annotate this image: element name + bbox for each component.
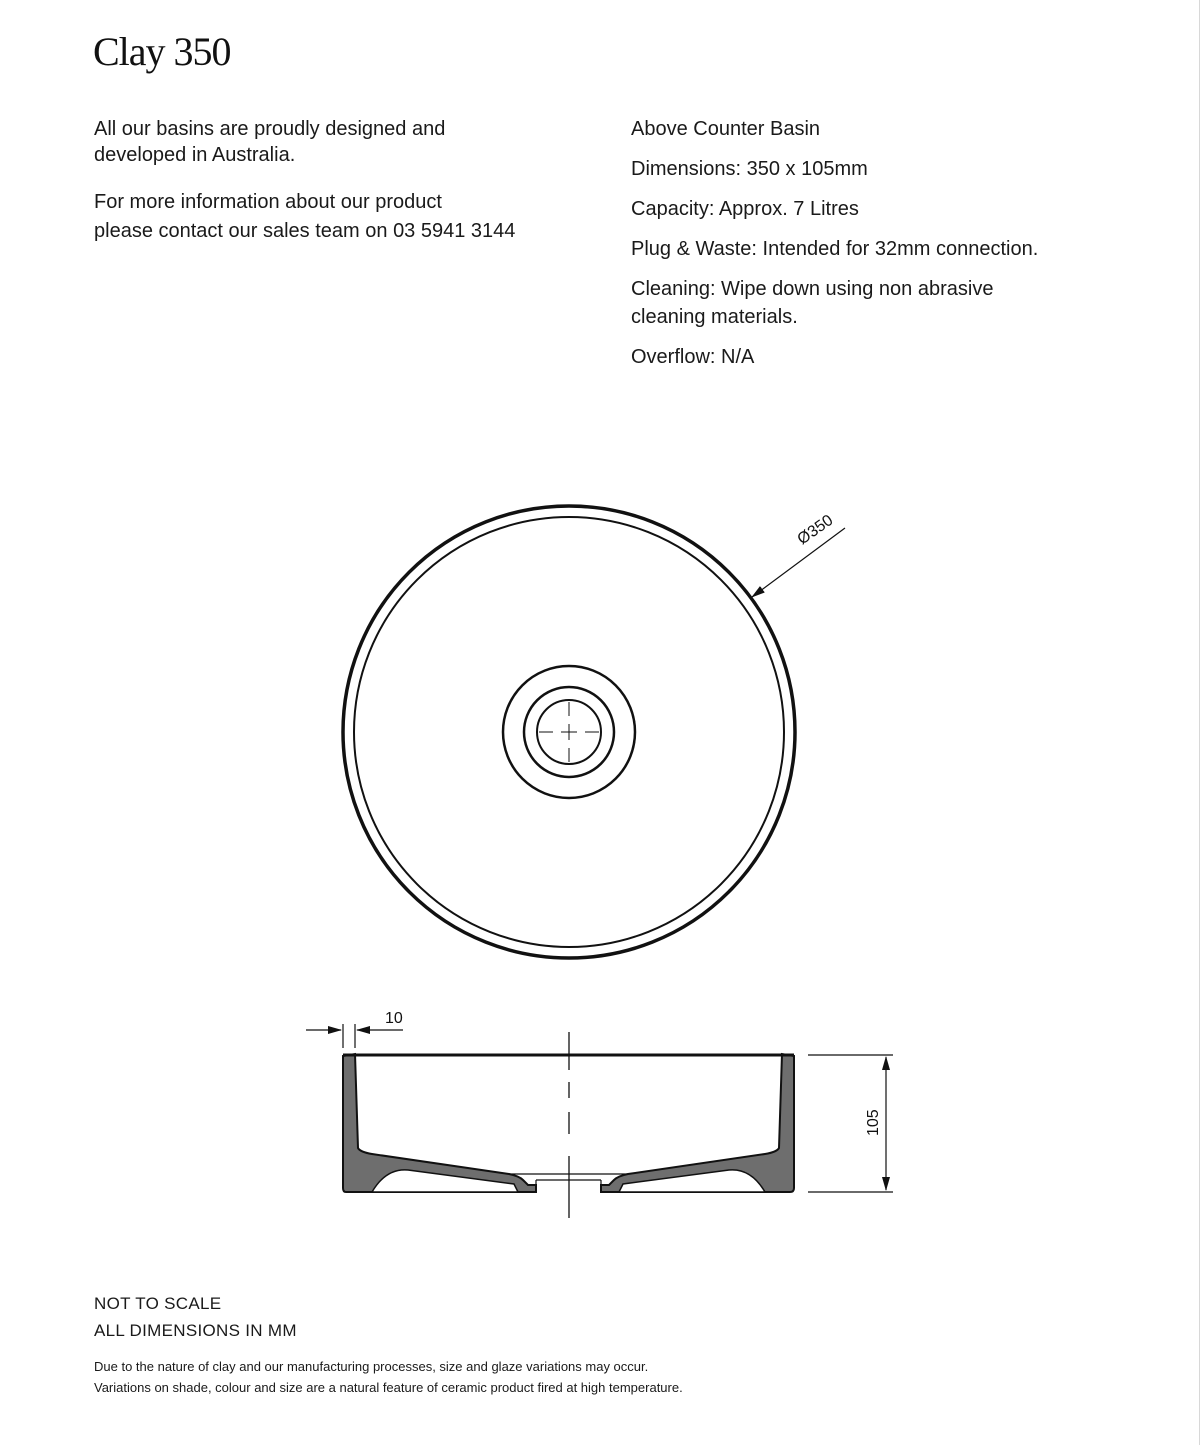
spec-overflow: Overflow: N/A — [631, 346, 755, 368]
height-label: 105 — [865, 1109, 882, 1136]
wall-thickness-label: 10 — [385, 1010, 403, 1027]
section-left-wall — [343, 1054, 536, 1192]
disclaimer — [94, 1356, 683, 1398]
not-to-scale-note: NOT TO SCALE — [94, 1294, 222, 1313]
disclaimer-line-1: Due to the nature of clay and our manufacturing processes, size and glaze variations may occur. — [94, 1359, 649, 1374]
units-note: ALL DIMENSIONS IN MM — [94, 1321, 297, 1340]
intro-line-3: For more information about our product — [94, 191, 442, 213]
spec-type: Above Counter Basin — [631, 118, 821, 140]
disclaimer-line-2: Variations on shade, colour and size are a natural feature of ceramic product fired at high temperature. — [94, 1380, 683, 1395]
intro-line-1: All our basins are proudly designed and — [94, 118, 446, 140]
section-right-wall — [601, 1054, 794, 1192]
plan-view — [343, 506, 845, 958]
spec-dimensions: Dimensions: 350 x 105mm — [631, 158, 868, 180]
spec-cleaning-line-2: cleaning materials. — [631, 306, 798, 328]
product-title: Clay 350 — [93, 29, 231, 74]
wall-thickness-dimension — [306, 1024, 403, 1048]
spec-cleaning-line-1: Cleaning: Wipe down using non abrasive — [631, 278, 994, 300]
intro-line-4: please contact our sales team on 03 5941 3144 — [94, 220, 516, 242]
section-view — [306, 1010, 893, 1218]
intro-line-2: developed in Australia. — [94, 144, 296, 166]
spec-plug-waste: Plug & Waste: Intended for 32mm connection. — [631, 238, 1039, 260]
centre-mark — [539, 702, 599, 762]
diameter-label: Ø350 — [794, 511, 837, 549]
spec-capacity: Capacity: Approx. 7 Litres — [631, 198, 859, 220]
drawing-notes — [94, 1290, 297, 1344]
